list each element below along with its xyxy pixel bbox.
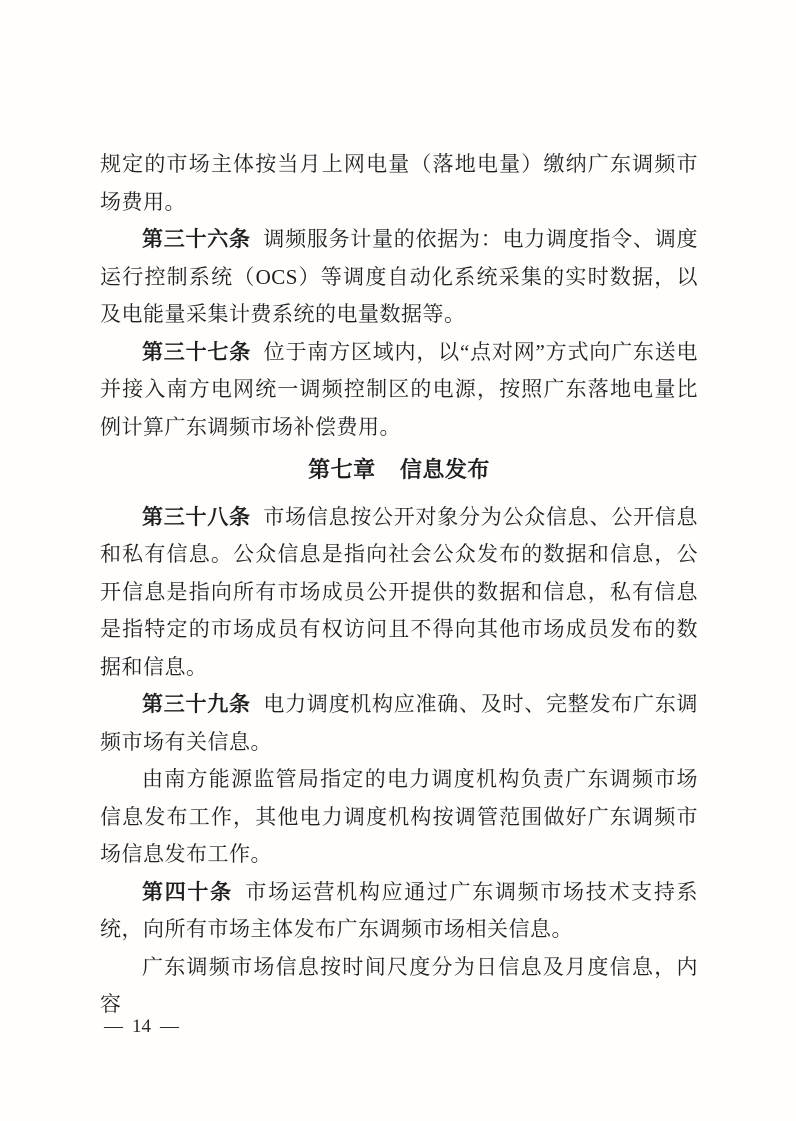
- paragraph: [100, 499, 698, 687]
- paragraph-text: 市场信息按公开对象分为公众信息、公开信息和私有信息。公众信息是指向社会公众发布的数据和信息，公开信息是指向所有市场成员公开提供的数据和信息，私有信息是指特定的市场成员有权访问且不得向其他市场成员发布的数据和信息。: [100, 504, 699, 679]
- page-footer: [104, 1016, 179, 1038]
- paragraph-text: 广东调频市场信息按时间尺度分为日信息及月度信息，内容: [100, 954, 698, 1016]
- paragraph: [100, 949, 698, 1024]
- footer-dash-left: —: [104, 1016, 123, 1037]
- article-number: 第三十八条: [142, 504, 251, 529]
- paragraph: [100, 221, 698, 334]
- article-number: 第三十七条: [142, 339, 252, 364]
- chapter-title: 信息发布: [399, 457, 490, 482]
- paragraph-text: 市场运营机构应通过广东调频市场技术支持系统，向所有市场主体发布广东调频市场相关信息。: [100, 879, 699, 941]
- paragraph: [100, 146, 698, 221]
- footer-dash-right: —: [160, 1016, 179, 1037]
- paragraph-text: 规定的市场主体按当月上网电量（落地电量）缴纳广东调频市场费用。: [100, 152, 698, 214]
- paragraph: [100, 334, 698, 447]
- chapter-number: 第七章: [308, 457, 376, 482]
- paragraph: [100, 686, 698, 761]
- page-number: 14: [132, 1016, 151, 1037]
- document-body: [100, 146, 698, 1024]
- article-number: 第三十九条: [142, 692, 251, 716]
- paragraph: [100, 761, 698, 874]
- paragraph-text: 由南方能源监管局指定的电力调度机构负责广东调频市场信息发布工作，其他电力调度机构按调管范围做好广东调频市场信息发布工作。: [100, 767, 698, 866]
- article-number: 第三十六条: [142, 227, 251, 251]
- paragraph-text: 调频服务计量的依据为：电力调度指令、调度运行控制系统（OCS）等调度自动化系统采集的实时数据，以及电能量采集计费系统的电量数据等。: [100, 227, 699, 326]
- paragraph-text: 位于南方区域内，以“点对网”方式向广东送电并接入南方电网统一调频控制区的电源，按照广东落地电量比例计算广东调频市场补偿费用。: [100, 339, 699, 439]
- chapter-heading: [100, 451, 698, 489]
- paragraph: [100, 874, 698, 949]
- article-number: 第四十条: [142, 879, 233, 904]
- paragraph-text: 电力调度机构应准确、及时、完整发布广东调频市场有关信息。: [100, 692, 699, 754]
